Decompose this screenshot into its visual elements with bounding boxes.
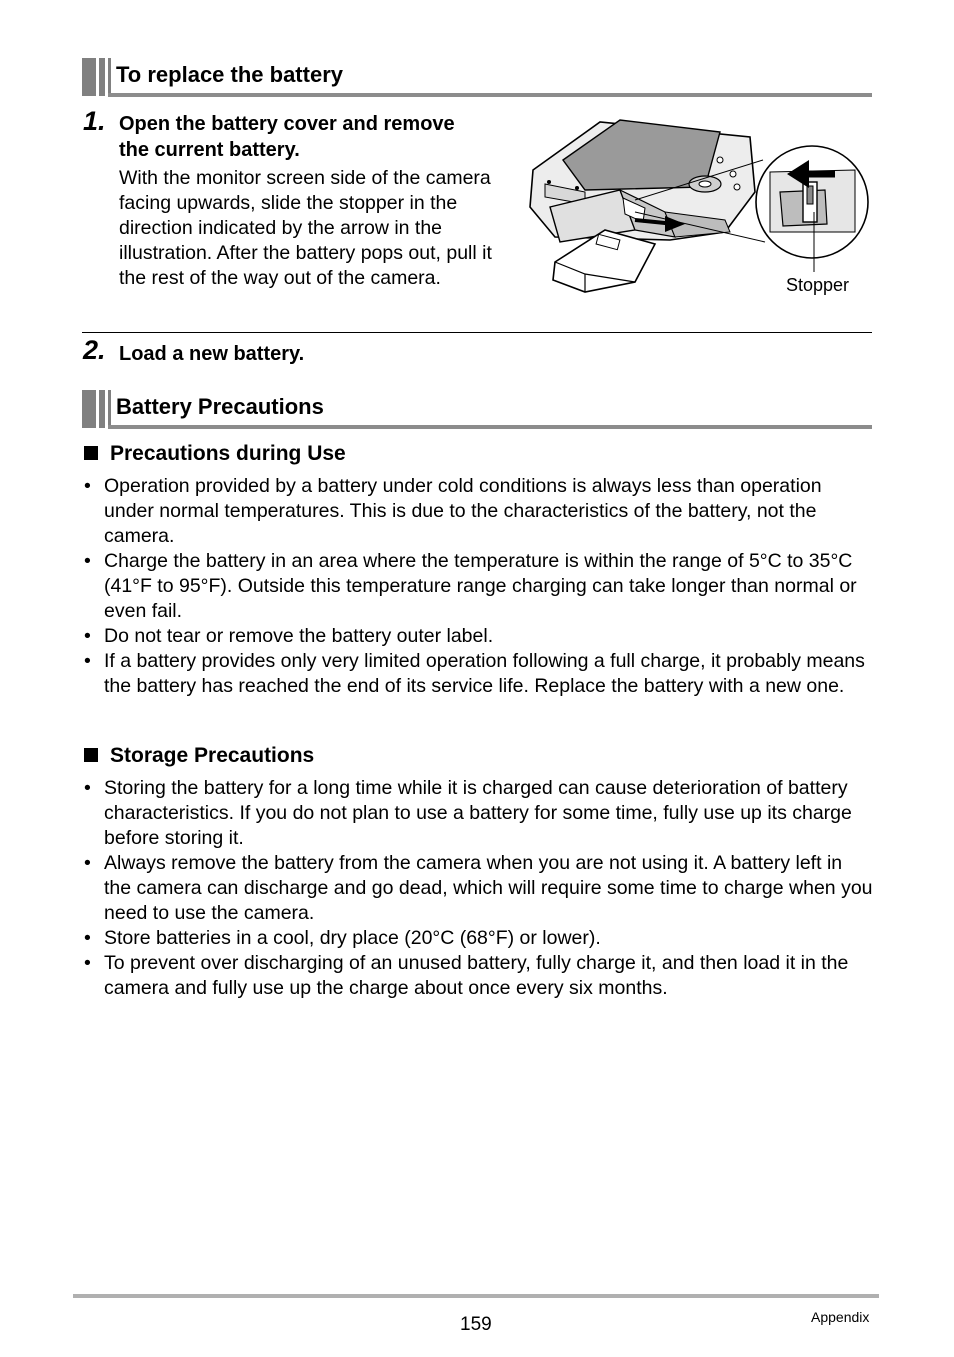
subheading-storage-precautions — [84, 744, 314, 768]
list-item — [84, 649, 874, 699]
subheading-label: Storage Precautions — [110, 744, 315, 767]
list-item — [84, 951, 874, 1001]
subheading-label: Precautions during Use — [110, 442, 346, 465]
bullet-dot: • — [84, 650, 91, 672]
bullet-dot: • — [84, 550, 91, 572]
square-bullet-icon — [84, 446, 98, 460]
precautions-use-list — [84, 474, 874, 699]
page-number: 159 — [460, 1314, 492, 1335]
heading-rule — [108, 425, 872, 429]
step-divider — [82, 332, 872, 333]
bullet-dot: • — [84, 852, 91, 874]
list-item — [84, 851, 874, 926]
subheading-precautions-use — [84, 442, 346, 466]
list-item-text: Do not tear or remove the battery outer label. — [104, 625, 494, 647]
list-item-text: To prevent over discharging of an unused battery, fully charge it, and then load it in the camera and fully use up the charge about once every six months. — [104, 952, 849, 999]
section-title: To replace the battery — [116, 62, 343, 87]
list-item-text: Charge the battery in an area where the temperature is within the range of 5°C to 35°C (41°F to 95°F). Outside this temperature range charging can take longer than normal or even fail. — [104, 550, 857, 622]
step-title-line2: the current battery. — [119, 139, 300, 161]
section-title: Battery Precautions — [116, 394, 324, 419]
list-item-text: Storing the battery for a long time while it is charged can cause deterioration of battery characteristics. If you do not plan to use a battery for some time, fully use up its charge before storing it. — [104, 777, 852, 849]
list-item — [84, 926, 874, 951]
list-item-text: Store batteries in a cool, dry place (20°C (68°F) or lower). — [104, 927, 601, 949]
camera-battery-illustration — [525, 112, 870, 302]
footer-section-label: Appendix — [811, 1309, 870, 1325]
list-item — [84, 776, 874, 851]
camera-illustration-icon — [525, 112, 870, 302]
section-heading-replace-battery — [82, 58, 872, 98]
list-item — [84, 549, 874, 624]
step-title: Load a new battery. — [119, 343, 305, 365]
bullet-dot: • — [84, 952, 91, 974]
section-heading-battery-precautions — [82, 390, 872, 430]
list-item-text: Operation provided by a battery under cold conditions is always less than operation under normal temperatures. This is due to the characteristics of the battery, not the camera. — [104, 475, 822, 547]
step-title-line1: Open the battery cover and remove — [119, 113, 455, 135]
bullet-dot: • — [84, 625, 91, 647]
bullet-dot: • — [84, 475, 91, 497]
step-number: 1. — [83, 106, 106, 136]
list-item — [84, 474, 874, 549]
square-bullet-icon — [84, 748, 98, 762]
footer-rule — [73, 1294, 879, 1298]
bullet-dot: • — [84, 777, 91, 799]
stopper-label: Stopper — [786, 275, 850, 295]
step-number: 2. — [83, 335, 106, 365]
step-body: With the monitor screen side of the camera facing upwards, slide the stopper in the direction indicated by the arrow in the illustration. After the battery pops out, pull it the rest of the way out of the camera. — [119, 167, 492, 289]
list-item-text: If a battery provides only very limited operation following a full charge, it probably means the battery has reached the end of its service life. Replace the battery with a new one. — [104, 650, 865, 697]
storage-precautions-list — [84, 776, 874, 1001]
bullet-dot: • — [84, 927, 91, 949]
list-item — [84, 624, 874, 649]
heading-rule — [108, 93, 872, 97]
list-item-text: Always remove the battery from the camera when you are not using it. A battery left in the camera can discharge and go dead, which will require some time to charge when you need to use the camera. — [104, 852, 873, 924]
